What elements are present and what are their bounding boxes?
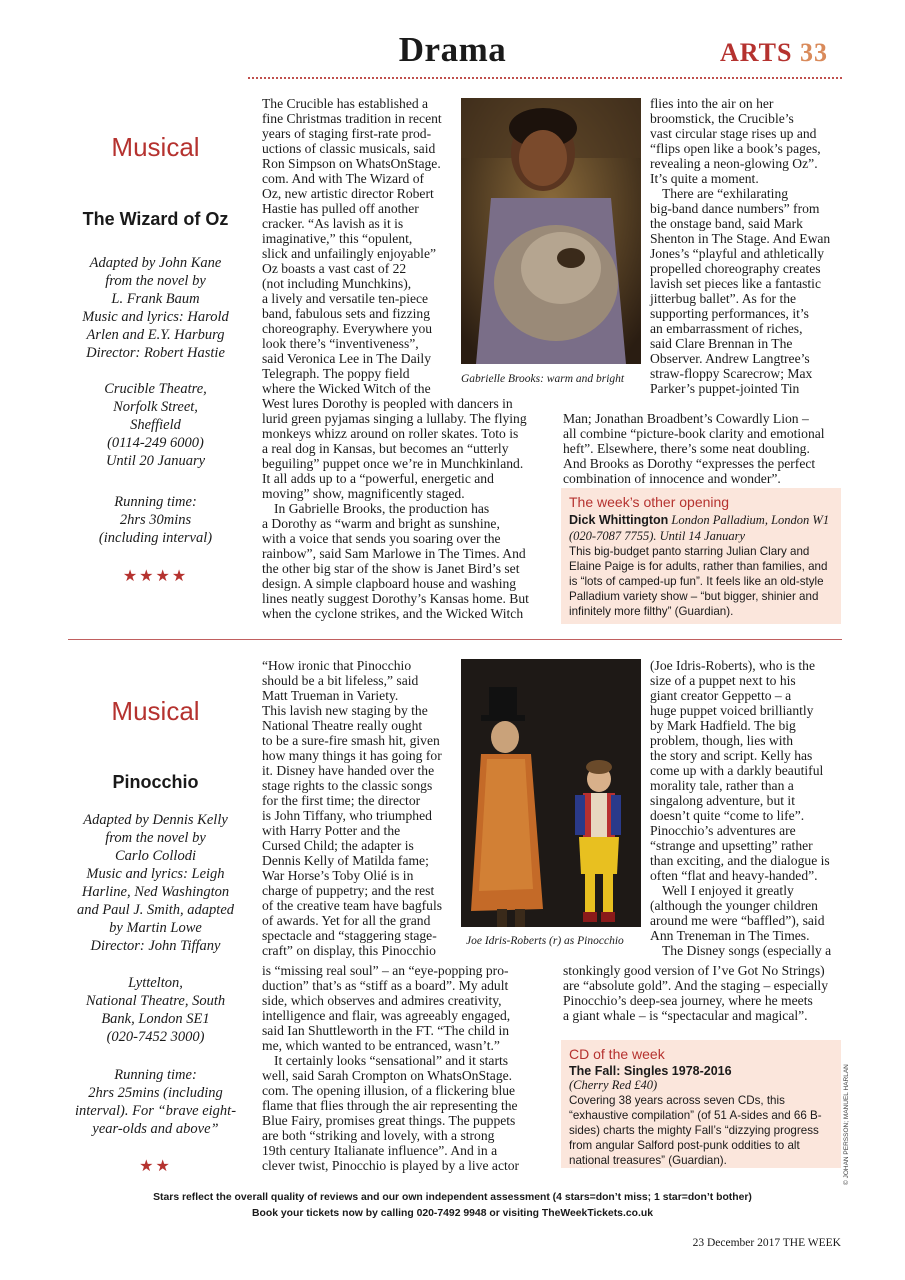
text-line: flame that flies through the air representing the — [262, 1098, 518, 1113]
text-line: It’s quite a moment. — [650, 171, 759, 186]
text-line: should be a bit lifeless,” said — [262, 673, 419, 688]
venue-line: Sheffield — [130, 417, 181, 433]
review-2-column-1 — [262, 658, 458, 958]
review-1-column-1-wide — [262, 396, 550, 621]
text-line: of the creative team have bagfuls — [262, 898, 443, 913]
folio: 23 December 2017 THE WEEK — [692, 1237, 841, 1249]
box-heading: CD of the week — [569, 1046, 665, 1062]
text-line: years of staging first-rate prod- — [262, 126, 432, 141]
text-line: Cursed Child; the adapter is — [262, 838, 414, 853]
text-line: broomstick, the Crucible’s — [650, 111, 794, 126]
text-line: propelled choreography creates — [650, 261, 821, 276]
page-number: 33 — [799, 38, 828, 67]
stars-explanation: Stars reflect the overall quality of reviews and our own independent assessment (4 stars=don’t miss; 1 star=don’t bother) — [153, 1192, 752, 1203]
review-2-running-time — [68, 1066, 243, 1138]
text-line: Parker’s puppet-jointed Tin — [650, 381, 800, 396]
other-opening-box — [561, 488, 841, 624]
text-line: with Harry Potter and the — [262, 823, 401, 838]
review-1-star-rating: ★★★★ — [122, 568, 189, 585]
review-1-column-1 — [262, 96, 458, 396]
text-line: heft”. Elsewhere, there’s some neat doubling. — [563, 441, 810, 456]
review-2-star-rating: ★★ — [139, 1158, 172, 1175]
credit-line: Arlen and E.Y. Harburg — [86, 327, 225, 343]
text-line: Shenton in The Stage. And Ewan — [650, 231, 831, 246]
running-time-line: (including interval) — [98, 530, 213, 546]
box-show-line — [569, 512, 833, 544]
review-1-venue — [68, 380, 243, 470]
review-1-column-2 — [650, 96, 845, 396]
box-heading: The week’s other opening — [569, 494, 730, 510]
venue-line: Lyttelton, — [128, 975, 183, 991]
text-line: with a voice that sends you soaring over the — [262, 531, 501, 546]
review-1-column-2-wide — [563, 411, 845, 486]
text-line: a Dorothy as “warm and bright as sunshine, — [262, 516, 500, 531]
text-line: “flips open like a book’s pages, — [650, 141, 821, 156]
running-time-line: interval). For “brave eight- — [74, 1103, 237, 1119]
cd-of-the-week-box — [561, 1040, 841, 1168]
credit-line: from the novel by — [105, 830, 206, 846]
text-line: clever twist, Pinocchio is played by a live actor — [262, 1158, 520, 1173]
running-time-line: 2hrs 25mins (including — [88, 1085, 223, 1101]
text-line: singalong adventure, but it — [650, 793, 795, 808]
text-line: than exciting, and the dialogue is — [650, 853, 830, 868]
text-line: Man; Jonathan Broadbent’s Cowardly Lion – — [563, 411, 809, 426]
credit-line: Harline, Ned Washington — [81, 884, 230, 900]
text-line: Telegraph. The poppy field — [262, 366, 410, 381]
text-line: a lively and versatile ten-piece — [262, 291, 429, 306]
text-line: said Veronica Lee in The Daily — [262, 351, 431, 366]
text-line: morality tale, rather than a — [650, 778, 794, 793]
text-line: uctions of classic musicals, said — [262, 141, 436, 156]
text-line: beguiling” puppet once we’re in Munchkinland. — [262, 456, 524, 471]
text-line: size of a puppet next to his — [650, 673, 796, 688]
text-line: It all adds up to a “powerful, energetic and — [262, 471, 494, 486]
credit-line: from the novel by — [105, 273, 206, 289]
text-line: side, which observes and admires creativity, — [262, 993, 502, 1008]
text-line: design. A simple clapboard house and washing — [262, 576, 517, 591]
text-line: stonkingly good version of I’ve Got No Strings) — [563, 963, 825, 978]
venue-line: (020-7452 3000) — [106, 1029, 205, 1045]
text-line: War Horse’s Toby Olié is in — [262, 868, 414, 883]
text-line: me, which wanted to be entranced, wasn’t.” — [262, 1038, 500, 1053]
text-line: The Crucible has established a — [262, 96, 429, 111]
text-line: And Brooks as Dorothy “expresses the perfect — [563, 456, 816, 471]
text-line: an embarrassment of riches, — [650, 321, 803, 336]
text-line: Dennis Kelly of Matilda fame; — [262, 853, 429, 868]
text-line: It certainly looks “sensational” and it starts — [274, 1053, 509, 1068]
text-line: The Disney songs (especially a — [662, 943, 832, 958]
text-line: Hastie has pulled off another — [262, 201, 419, 216]
section-title: Drama — [398, 30, 507, 69]
text-line: how many things it has going for — [262, 748, 442, 763]
text-line: jitterbug ballet”. As for the — [650, 291, 797, 306]
header-dotted-rule — [248, 77, 842, 79]
credit-line: Adapted by John Kane — [89, 255, 222, 271]
text-line: when the cyclone strikes, and the Wicked Witch — [262, 606, 524, 621]
text-line: stage rights to the classic songs — [262, 778, 433, 793]
box-album-label: (Cherry Red £40) — [569, 1078, 658, 1092]
review-2-column-2 — [650, 658, 845, 958]
review-2-venue — [68, 974, 243, 1046]
text-line: all combine “picture-book clarity and emotional — [563, 426, 825, 441]
text-line: fine Christmas tradition in recent — [262, 111, 442, 126]
text-line: intelligence and flair, was agreeably engaged, — [262, 1008, 511, 1023]
text-line: Ann Treneman in The Times. — [650, 928, 810, 943]
text-line: (not including Munchkins), — [262, 276, 412, 291]
text-line: com. The opening illusion, of a flickering blue — [262, 1083, 516, 1098]
review-2-column-1-wide — [262, 963, 552, 1173]
text-line: supporting performances, it’s — [650, 306, 809, 321]
review-2-title: Pinocchio — [112, 772, 199, 792]
text-line: a giant whale – is “spectacular and magical”. — [563, 1008, 808, 1023]
running-time-line: 2hrs 30mins — [119, 512, 192, 528]
text-line: rainbow”, said Sam Marlowe in The Times. And — [262, 546, 526, 561]
credit-line: Music and lyrics: Harold — [82, 309, 229, 325]
text-line: around me were “baffled”), said — [650, 913, 825, 928]
text-line: Pinocchio’s adventures are — [650, 823, 796, 838]
text-line: Observer. Andrew Langtree’s — [650, 351, 810, 366]
credit-line: by Martin Lowe — [109, 920, 202, 936]
photo-credit-text: © JOHAN PERSSON; MANUEL HARLAN — [843, 1064, 850, 1185]
venue-line: Norfolk Street, — [113, 399, 198, 415]
review-1-photo-caption: Gabrielle Brooks: warm and bright — [461, 373, 625, 385]
review-1-photo — [461, 98, 641, 364]
text-line: charge of puppetry; and the rest — [262, 883, 435, 898]
credit-line: Director: John Tiffany — [90, 938, 221, 954]
text-line: Jones’s “playful and athletically — [650, 246, 825, 261]
credit-line: Adapted by Dennis Kelly — [83, 812, 228, 828]
text-line: look there’s “inventiveness”, — [262, 336, 419, 351]
text-line: lurid green pyjamas singing a lullaby. The flying — [262, 411, 527, 426]
text-line: National Theatre really ought — [262, 718, 423, 733]
box-body: Covering 38 years across seven CDs, this “exhaustive compilation” (of 51 A-sides and 66 B-sides) charts the mighty Fall’s “dizzying progress from angular Salford post-punk oddities to alt national treasures” (Guardian). — [569, 1094, 822, 1167]
text-line: choreography. Everywhere you — [262, 321, 433, 336]
text-line: is John Tiffany, who triumphed — [262, 808, 432, 823]
text-line: There are “exhilarating — [662, 186, 789, 201]
text-line: problem, though, lies with — [650, 733, 794, 748]
text-line: huge puppet voiced brilliantly — [650, 703, 814, 718]
text-line: well, said Sarah Crompton on WhatsOnStage. — [262, 1068, 513, 1083]
booking-note: Book your tickets now by calling 020-7492 9948 or visiting TheWeekTickets.co.uk — [252, 1208, 653, 1219]
text-line: com. And with The Wizard of — [262, 171, 425, 186]
text-line: often “flat and heavy-handed”. — [650, 868, 818, 883]
text-line: West lures Dorothy is peopled with dancers in — [262, 396, 513, 411]
text-line: vast circular stage rises up and — [650, 126, 817, 141]
text-line: is “missing real soul” – an “eye-popping pro- — [262, 963, 509, 978]
text-line: (Joe Idris-Roberts), who is the — [650, 658, 815, 673]
text-line: said Clare Brennan in The — [650, 336, 793, 351]
text-line: to be a sure-fire smash hit, given — [262, 733, 440, 748]
text-line: (although the younger children — [650, 898, 818, 913]
footer-notes — [60, 1190, 845, 1222]
text-line: flies into the air on her — [650, 96, 774, 111]
running-time-line: Running time: — [114, 494, 197, 510]
text-line: by Mark Hadfield. The big — [650, 718, 796, 733]
text-line: band, fabulous sets and fizzing — [262, 306, 430, 321]
text-line: the story and script. Kelly has — [650, 748, 813, 763]
text-line: revealing a neon-glowing Oz”. — [650, 156, 818, 171]
review-2-credits — [68, 811, 243, 955]
text-line: are “absolute gold”. And the staging – especially — [563, 978, 828, 993]
text-line: Blue Fairy, promises great things. The puppets — [262, 1113, 516, 1128]
text-line: lines neatly suggest Dorothy’s Kansas home. But — [262, 591, 529, 606]
section-divider — [68, 639, 842, 640]
review-1-running-time — [68, 493, 243, 547]
credit-line: Carlo Collodi — [115, 848, 196, 864]
text-line: “strange and upsetting” rather — [650, 838, 813, 853]
text-line: doesn’t quite “come to life”. — [650, 808, 805, 823]
text-line: Pinocchio’s deep-sea journey, where he meets — [563, 993, 813, 1008]
text-line: imaginative,” this “opulent, — [262, 231, 413, 246]
text-line: said Ian Shuttleworth in the FT. “The child in — [262, 1023, 510, 1038]
venue-line: National Theatre, South — [85, 993, 226, 1009]
text-line: a real dog in Kansas, but becomes an “utterly — [262, 441, 509, 456]
text-line: cracker. “As lavish as it is — [262, 216, 404, 231]
credit-line: Director: Robert Hastie — [86, 345, 225, 361]
arts-page-label — [720, 38, 828, 68]
text-line: moving” show, magnificently staged. — [262, 486, 465, 501]
photo-credit — [843, 1060, 853, 1185]
review-1-credits — [68, 254, 243, 362]
text-line: spectacle and “staggering stage- — [262, 928, 437, 943]
text-line: of awards. Yet for all the grand — [262, 913, 431, 928]
text-line: duction” that’s as “stiff as a board”. My adult — [262, 978, 509, 993]
credit-line: Music and lyrics: Leigh — [86, 866, 225, 882]
text-line: Oz boasts a vast cast of 22 — [262, 261, 407, 276]
venue-line: Bank, London SE1 — [101, 1011, 210, 1027]
text-line: Well I enjoyed it greatly — [662, 883, 794, 898]
text-line: where the Wicked Witch of the — [262, 381, 431, 396]
running-time-line: Running time: — [114, 1067, 197, 1083]
review-2-photo — [461, 659, 641, 927]
review-1-title: The Wizard of Oz — [82, 209, 229, 229]
arts-label: ARTS — [720, 38, 793, 67]
text-line: slick and unfailingly enjoyable” — [262, 246, 437, 261]
text-line: are both “striking and lovely, with a strong — [262, 1128, 495, 1143]
text-line: lavish set pieces like a fantastic — [650, 276, 821, 291]
text-line: combination of innocence and wonder”. — [563, 471, 781, 486]
pinocchio-photo-illustration — [461, 659, 641, 927]
review-2-column-2-wide — [563, 963, 845, 1023]
text-line: straw-floppy Scarecrow; Max — [650, 366, 813, 381]
text-line: giant creator Geppetto – a — [650, 688, 792, 703]
dorothy-photo-illustration — [461, 98, 641, 364]
box-show-title: Dick Whittington — [569, 513, 669, 527]
review-1-genre: Musical — [111, 132, 200, 162]
credit-line: L. Frank Baum — [111, 291, 200, 307]
text-line: This lavish new staging by the — [262, 703, 428, 718]
box-body: This big-budget panto starring Julian Clary and Elaine Paige is for adults, rather than families, and is “lots of camped-up fun”. It feels like an old-style Palladium variety show – “but bigger, shinier and infinitely more filthy” (Guardian). — [569, 545, 828, 618]
text-line: In Gabrielle Brooks, the production has — [274, 501, 490, 516]
box-album-title: The Fall: Singles 1978-2016 — [569, 1064, 732, 1078]
text-line: craft” on display, this Pinocchio — [262, 943, 436, 958]
text-line: the onstage band, said Mark — [650, 216, 803, 231]
running-time-line: year-olds and above” — [92, 1121, 219, 1137]
text-line: the other big star of the show is Janet Bird’s set — [262, 561, 520, 576]
text-line: monkeys whizz around on roller skates. Toto is — [262, 426, 519, 441]
text-line: for the first time; the director — [262, 793, 421, 808]
venue-line: Until 20 January — [105, 453, 206, 469]
text-line: “How ironic that Pinocchio — [262, 658, 412, 673]
text-line: it. Disney have handed over the — [262, 763, 435, 778]
text-line: big-band dance numbers” from — [650, 201, 820, 216]
review-2-photo-caption: Joe Idris-Roberts (r) as Pinocchio — [466, 935, 624, 947]
text-line: Oz, new artistic director Robert — [262, 186, 434, 201]
venue-line: Crucible Theatre, — [104, 381, 207, 397]
text-line: 19th century Italianate influence”. And in a — [262, 1143, 498, 1158]
review-2-genre: Musical — [111, 696, 200, 726]
box-show-venue: London Palladium, London W1 (020-7087 7755). Until 14 January — [569, 513, 830, 543]
text-line: Matt Trueman in Variety. — [262, 688, 399, 703]
credit-line: and Paul J. Smith, adapted — [76, 902, 235, 918]
text-line: Ron Simpson on WhatsOnStage. — [262, 156, 441, 171]
text-line: come up with a darkly beautiful — [650, 763, 824, 778]
venue-line: (0114-249 6000) — [107, 435, 204, 451]
